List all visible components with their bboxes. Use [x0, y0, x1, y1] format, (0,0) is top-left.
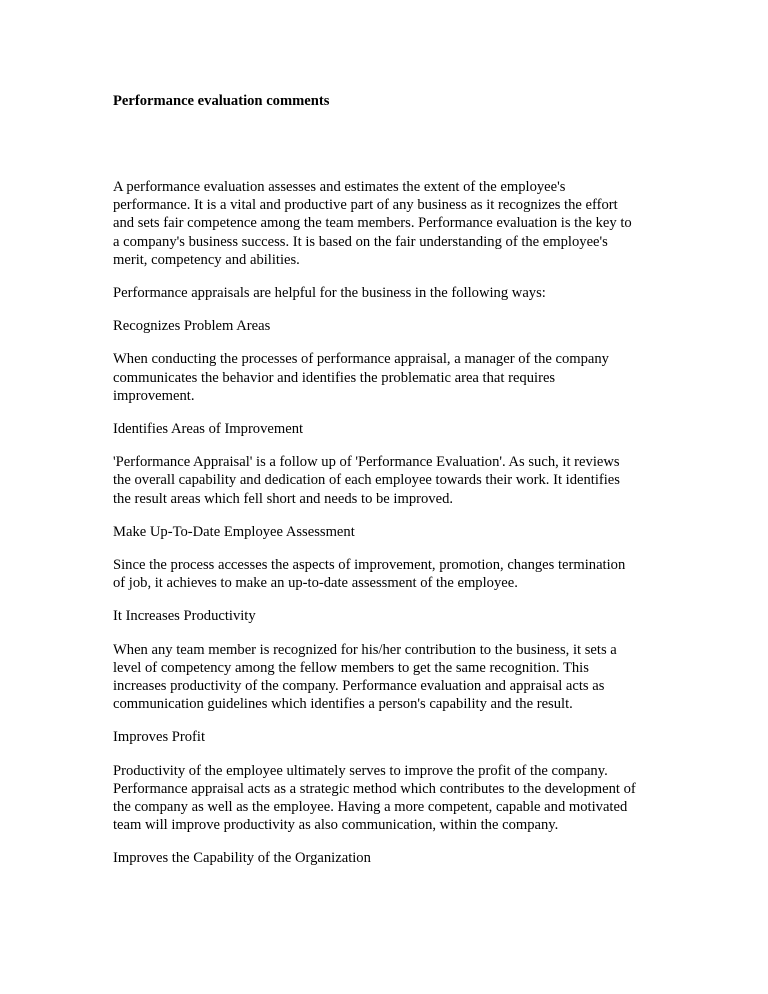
- page-title: Performance evaluation comments: [113, 93, 330, 109]
- text-line: improvement.: [113, 387, 195, 404]
- section-heading: Improves the Capability of the Organization: [113, 850, 371, 867]
- section-heading: It Increases Productivity: [113, 608, 256, 625]
- text-line: When any team member is recognized for his/her contribution to the business, it sets a: [113, 641, 617, 658]
- intro-paragraph: [113, 178, 673, 269]
- text-line: Productivity of the employee ultimately serves to improve the profit of the company.: [113, 762, 608, 779]
- text-line: increases productivity of the company. Performance evaluation and appraisal acts as: [113, 678, 605, 695]
- text-line: communication guidelines which identifies a person's capability and the result.: [113, 696, 573, 713]
- text-line: When conducting the processes of performance appraisal, a manager of the company: [113, 351, 609, 368]
- document-body: [113, 178, 673, 883]
- text-line: a company's business success. It is based on the fair understanding of the employee's: [113, 233, 608, 250]
- text-line: team will improve productivity as also communication, within the company.: [113, 817, 559, 834]
- text-line: performance. It is a vital and productive part of any business as it recognizes the effort: [113, 197, 618, 214]
- section-paragraph: [113, 641, 673, 714]
- text-line: Since the process accesses the aspects of improvement, promotion, changes termination: [113, 557, 626, 574]
- text-line: Performance appraisal acts as a strategic method which contributes to the development of: [113, 780, 636, 797]
- text-line: level of competency among the fellow members to get the same recognition. This: [113, 659, 589, 676]
- section-heading: Improves Profit: [113, 729, 206, 746]
- text-line: of job, it achieves to make an up-to-date assessment of the employee.: [113, 575, 518, 592]
- section-paragraph: [113, 453, 673, 508]
- section-paragraph: [113, 556, 673, 592]
- text-line: the overall capability and dedication of each employee towards their work. It identifies: [113, 472, 620, 489]
- text-line: 'Performance Appraisal' is a follow up of 'Performance Evaluation'. As such, it reviews: [113, 454, 620, 471]
- section-paragraph: [113, 762, 673, 835]
- text-line: the company as well as the employee. Having a more competent, capable and motivated: [113, 799, 628, 816]
- text-line: A performance evaluation assesses and estimates the extent of the employee's: [113, 179, 566, 195]
- text-line: and sets fair competence among the team members. Performance evaluation is the key to: [113, 215, 632, 232]
- text-line: merit, competency and abilities.: [113, 251, 300, 268]
- section-heading: Make Up-To-Date Employee Assessment: [113, 523, 355, 540]
- section-paragraph: [113, 350, 673, 405]
- section-heading: Identifies Areas of Improvement: [113, 421, 304, 438]
- text-line: communicates the behavior and identifies the problematic area that requires: [113, 369, 556, 386]
- text-line: the result areas which fell short and needs to be improved.: [113, 490, 454, 507]
- section-heading: Recognizes Problem Areas: [113, 318, 271, 335]
- lead-paragraph: Performance appraisals are helpful for the business in the following ways:: [113, 285, 546, 302]
